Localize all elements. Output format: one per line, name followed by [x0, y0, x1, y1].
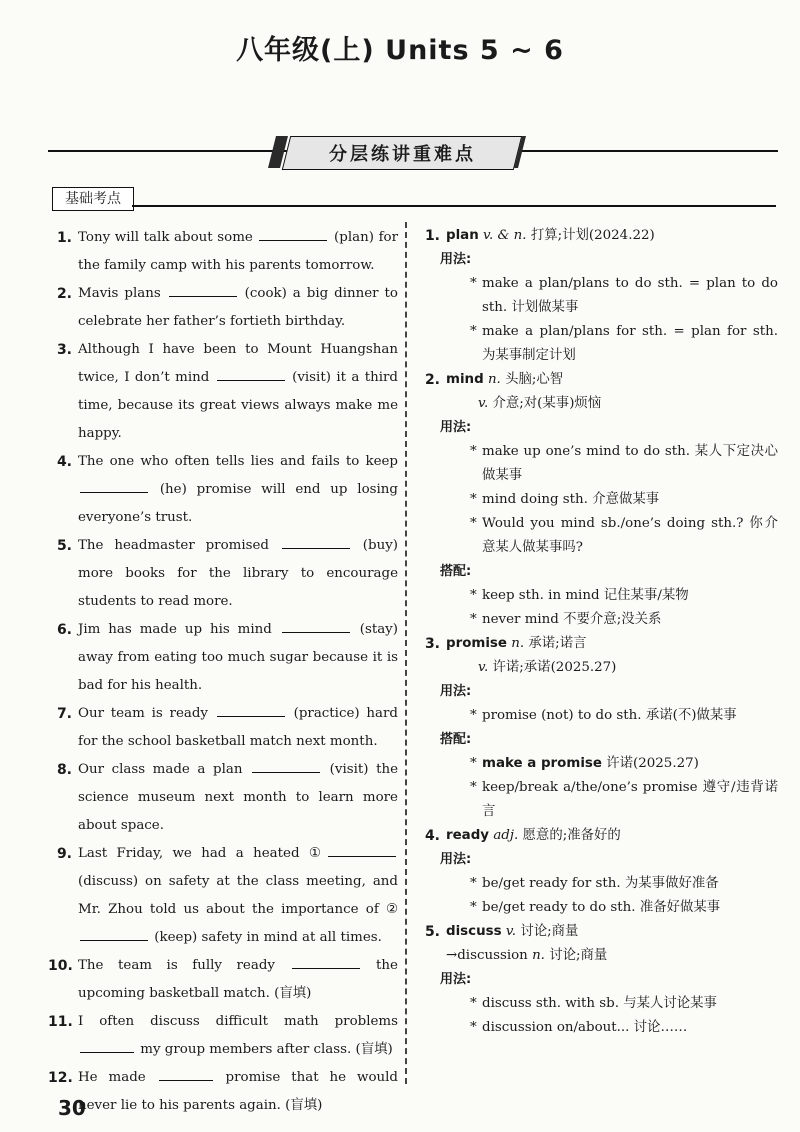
part-of-speech: adj. — [493, 828, 519, 843]
vocab-entry-discuss — [416, 920, 778, 1040]
vocab-entry-ready — [416, 824, 778, 920]
meaning: 愿意的;准备好的 — [522, 828, 621, 843]
collocation-item: * make a promise 许诺(2025.27) — [470, 756, 699, 771]
section-tag: 基础考点 — [52, 187, 134, 211]
question-text: (practice) hard for the school basketball match next month. — [78, 706, 398, 749]
usage-label: 用法: — [440, 252, 472, 267]
answer-blank[interactable] — [292, 954, 360, 969]
question — [48, 1008, 398, 1064]
answer-blank[interactable] — [328, 842, 396, 857]
entry-number: 3. — [424, 636, 440, 652]
question-text: my group members after class. (盲填) — [140, 1042, 393, 1057]
part-of-speech: v. & n. — [483, 228, 527, 243]
answer-blank[interactable] — [169, 282, 237, 297]
usage-item: * mind doing sth. 介意做某事 — [470, 492, 660, 507]
vocabulary-notes — [416, 224, 778, 1040]
part-of-speech: v. — [505, 924, 517, 939]
question-number: 5. — [56, 538, 72, 554]
question-text: promise that he would never lie to his parents again. (盲填) — [78, 1070, 398, 1113]
usage-item: * discussion on/about... 讨论…… — [470, 1020, 688, 1035]
question-text: Our team is ready — [78, 706, 208, 721]
collocation-item: * never mind 不要介意;没关系 — [470, 612, 662, 627]
usage-item: * make a plan/plans for sth. = plan for sth. 为某事制定计划 — [470, 324, 778, 363]
question-number: 3. — [56, 342, 72, 358]
question-text: Last Friday, we had a heated ① — [78, 846, 326, 861]
usage-label: 用法: — [440, 420, 472, 435]
entry-number: 1. — [424, 228, 440, 244]
answer-blank[interactable] — [282, 618, 350, 633]
question-text: (cook) a big dinner to celebrate her father’s fortieth birthday. — [78, 286, 398, 329]
question-text: The headmaster promised — [78, 538, 269, 553]
question — [48, 756, 398, 840]
banner-text: 分层练讲重难点 — [328, 144, 476, 165]
question — [48, 336, 398, 448]
question — [48, 700, 398, 756]
collocation-item: * keep/break a/the/one’s promise 遵守/违背诺言 — [470, 780, 778, 819]
usage-item: * be/get ready for sth. 为某事做好准备 — [470, 876, 719, 891]
question-number: 8. — [56, 762, 72, 778]
vocab-entry-plan — [416, 224, 778, 368]
question-number: 6. — [56, 622, 72, 638]
usage-label: 用法: — [440, 852, 472, 867]
usage-label: 用法: — [440, 684, 472, 699]
question-text: (discuss) on safety at the class meeting, and Mr. Zhou told us about the importance of ② — [78, 874, 398, 917]
page-title: 八年级(上) Units 5 ~ 6 — [236, 35, 564, 66]
second-meaning: v. 许诺;承诺(2025.27) — [478, 660, 617, 675]
derived-word: →discussion n. 讨论;商量 — [446, 948, 608, 963]
question-text: (stay) away from eating too much sugar because it is bad for his health. — [78, 622, 398, 693]
section-banner — [282, 136, 522, 170]
entry-number: 4. — [424, 828, 440, 844]
answer-blank[interactable] — [217, 366, 285, 381]
question-text: I often discuss difficult math problems — [78, 1014, 398, 1029]
answer-blank[interactable] — [217, 702, 285, 717]
usage-item: * discuss sth. with sb. 与某人讨论某事 — [470, 996, 717, 1011]
entry-number: 5. — [424, 924, 440, 940]
collocation-item: * keep sth. in mind 记住某事/某物 — [470, 588, 689, 603]
answer-blank[interactable] — [80, 926, 148, 941]
question-number: 10. — [48, 958, 73, 974]
part-of-speech: n. — [511, 636, 525, 651]
question-number: 1. — [56, 230, 72, 246]
question — [48, 224, 398, 280]
question-text: (keep) safety in mind at all times. — [154, 930, 382, 945]
second-meaning: v. 介意;对(某事)烦恼 — [478, 396, 602, 411]
usage-item: * promise (not) to do sth. 承诺(不)做某事 — [470, 708, 737, 723]
question-number: 7. — [56, 706, 72, 722]
answer-blank[interactable] — [282, 534, 350, 549]
question — [48, 280, 398, 336]
question-text: (he) promise will end up losing everyone’s trust. — [78, 482, 398, 525]
question-text: Jim has made up his mind — [78, 622, 272, 637]
question — [48, 448, 398, 532]
question-text: The one who often tells lies and fails to keep — [78, 454, 398, 469]
meaning: 打算;计划(2024.22) — [530, 228, 655, 243]
question-text: Mavis plans — [78, 286, 161, 301]
question-text: Our class made a plan — [78, 762, 243, 777]
question-text: The team is fully ready — [78, 958, 275, 973]
vocab-entry-mind — [416, 368, 778, 632]
question — [48, 952, 398, 1008]
collocation-label: 搭配: — [440, 564, 472, 579]
page-number: 30 — [58, 1096, 86, 1120]
question-text: (visit) it a third time, because its great views always make me happy. — [78, 370, 398, 441]
answer-blank[interactable] — [80, 1038, 134, 1053]
headword: mind — [446, 372, 484, 387]
headword: plan — [446, 228, 479, 243]
question — [48, 840, 398, 952]
vocab-entry-promise — [416, 632, 778, 824]
meaning: 承诺;诺言 — [528, 636, 587, 651]
usage-item: * make up one’s mind to do sth. 某人下定决心做某事 — [470, 444, 778, 483]
headword: discuss — [446, 924, 502, 939]
question-text: the upcoming basketball match. (盲填) — [78, 958, 398, 1001]
column-divider — [405, 222, 407, 1084]
question-text: Although I have been to Mount Huangshan twice, I don’t mind — [78, 342, 398, 385]
question-number: 4. — [56, 454, 72, 470]
exercise-list — [48, 224, 398, 1120]
question — [48, 1064, 398, 1120]
question-number: 11. — [48, 1014, 73, 1030]
headword: ready — [446, 828, 490, 843]
usage-label: 用法: — [440, 972, 472, 987]
question — [48, 616, 398, 700]
question-number: 9. — [56, 846, 72, 862]
answer-blank[interactable] — [252, 758, 320, 773]
question-text: He made — [78, 1070, 146, 1085]
answer-blank[interactable] — [159, 1066, 213, 1081]
question-text: (buy) more books for the library to encourage students to read more. — [78, 538, 398, 609]
usage-item: * Would you mind sb./one’s doing sth.? 你介意某人做某事吗? — [470, 516, 778, 555]
part-of-speech: n. — [487, 372, 501, 387]
question-number: 2. — [56, 286, 72, 302]
usage-item: * be/get ready to do sth. 准备好做某事 — [470, 900, 721, 915]
entry-number: 2. — [424, 372, 440, 388]
question-text: Tony will talk about some — [78, 230, 253, 245]
question-number: 12. — [48, 1070, 73, 1086]
collocation-label: 搭配: — [440, 732, 472, 747]
answer-blank[interactable] — [259, 226, 327, 241]
question-text: (plan) for the family camp with his parents tomorrow. — [78, 230, 398, 273]
usage-item: * make a plan/plans to do sth. = plan to do sth. 计划做某事 — [470, 276, 778, 315]
section-rule — [132, 205, 776, 207]
question — [48, 532, 398, 616]
meaning: 头脑;心智 — [505, 372, 564, 387]
answer-blank[interactable] — [80, 478, 148, 493]
meaning: 讨论;商量 — [520, 924, 579, 939]
headword: promise — [446, 636, 507, 651]
question-text: (visit) the science museum next month to learn more about space. — [78, 762, 398, 833]
